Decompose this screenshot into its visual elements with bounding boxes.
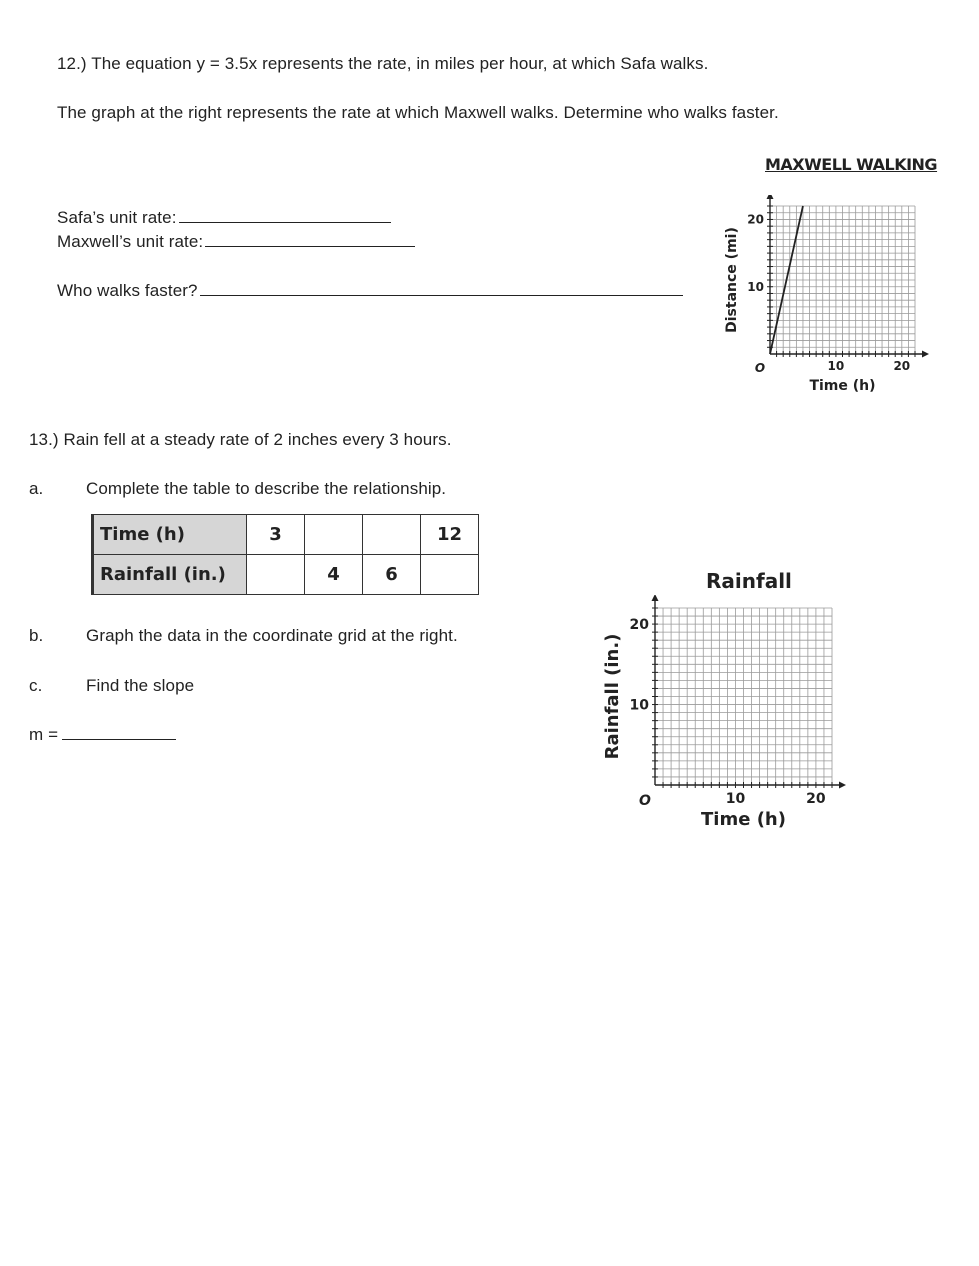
y-axis-label: Rainfall (in.): [602, 633, 623, 760]
q13c-text: Find the slope: [86, 676, 195, 695]
x-tick-label: 20: [893, 359, 911, 373]
who-faster-answer-blank[interactable]: [200, 294, 683, 296]
maxwell-chart: [715, 195, 930, 400]
table-row: [93, 515, 479, 555]
time-cell[interactable]: [363, 515, 421, 555]
y-axis-arrow-icon: [652, 595, 659, 601]
who-faster-row: [57, 281, 683, 301]
rainfall-chart: [595, 595, 850, 840]
table-row: [93, 555, 479, 595]
rainfall-table: [91, 514, 479, 595]
rainfall-cell[interactable]: [247, 555, 305, 595]
x-axis-arrow-icon: [839, 782, 846, 789]
slope-row: [29, 725, 176, 745]
slope-answer-blank[interactable]: [62, 738, 176, 740]
rainfall-cell[interactable]: [421, 555, 479, 595]
x-tick-label: 10: [827, 359, 845, 373]
maxwell-chart-title: MAXWELL WALKING: [765, 155, 938, 174]
rainfall-cell[interactable]: 6: [363, 555, 421, 595]
rainfall-header: Rainfall (in.): [93, 555, 247, 595]
q13b-text: Graph the data in the coordinate grid at the right.: [86, 626, 458, 645]
x-tick-label: 20: [806, 791, 826, 807]
y-tick-label: 10: [629, 697, 649, 714]
y-axis-label: Distance (mi): [724, 227, 740, 333]
x-tick-label: 10: [725, 791, 746, 807]
y-tick-label: 10: [747, 279, 764, 294]
time-cell[interactable]: [305, 515, 363, 555]
q13-prompt: 13.) Rain fell at a steady rate of 2 inches every 3 hours.: [29, 430, 452, 449]
rainfall-chart-title: Rainfall: [706, 569, 792, 593]
safa-rate-answer-blank[interactable]: [179, 221, 391, 223]
origin-label: O: [754, 361, 766, 375]
origin-label: O: [639, 793, 651, 809]
who-faster-label: Who walks faster?: [57, 281, 198, 300]
rainfall-cell[interactable]: 4: [305, 555, 363, 595]
x-axis-label: Time (h): [809, 378, 876, 394]
y-tick-label: 20: [629, 616, 649, 633]
q13a-text: Complete the table to describe the relationship.: [86, 479, 447, 498]
time-header: Time (h): [93, 515, 247, 555]
q13b-marker: b.: [29, 626, 44, 645]
time-cell[interactable]: 3: [247, 515, 305, 555]
q13c-marker: c.: [29, 676, 43, 695]
safa-rate-row: [57, 208, 391, 228]
q12-instruction: The graph at the right represents the rate at which Maxwell walks. Determine who walks faster.: [57, 103, 779, 122]
time-cell[interactable]: 12: [421, 515, 479, 555]
y-axis-arrow-icon: [767, 195, 774, 199]
maxwell-rate-answer-blank[interactable]: [205, 245, 415, 247]
q13a-marker: a.: [29, 479, 44, 498]
y-tick-label: 20: [747, 212, 764, 227]
safa-rate-label: Safa’s unit rate:: [57, 208, 177, 227]
maxwell-rate-label: Maxwell’s unit rate:: [57, 232, 204, 251]
slope-label: m =: [29, 725, 59, 744]
maxwell-rate-row: [57, 232, 415, 252]
q12-prompt: 12.) The equation y = 3.5x represents the rate, in miles per hour, at which Safa walks.: [57, 54, 709, 73]
x-axis-arrow-icon: [922, 351, 929, 358]
x-axis-label: Time (h): [701, 809, 786, 830]
